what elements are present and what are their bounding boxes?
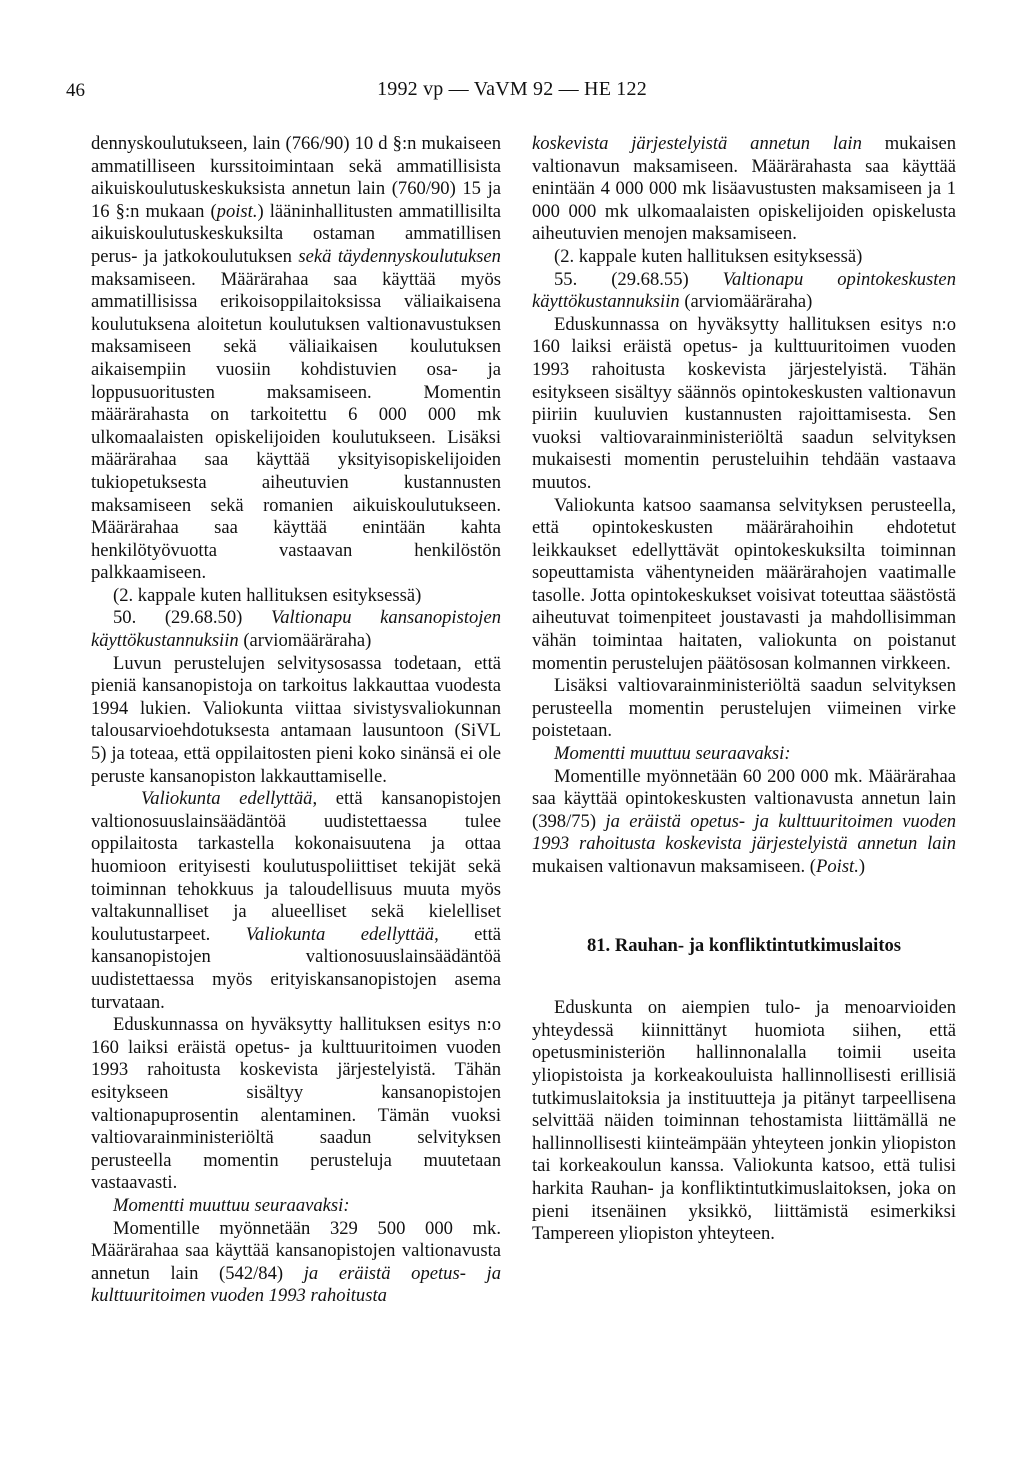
paragraph: Momentti muuttuu seuraavaksi: [113, 1194, 350, 1216]
paragraph: koskevista järjestelyistä annetun lain mukaisen valtionavun maksamiseen. Määrärahasta saa käyttää enintään 4 000 000 mk lisäavustusten maksamiseen ja 1 000 000 mk ulkomaalaisten opiskelijoiden opiskelusta aiheutuvien menojen maksamiseen. [532, 133, 956, 245]
right-column [532, 133, 956, 1246]
paragraph: Luvun perustelujen selvitysosassa todetaan, että pieniä kansanopistoja on tarkoitus lakkauttaa vuodesta 1994 lukien. Valiokunta viittaa sivistysvaliokunnan talousarvioehdotuksesta antamaan lausuntoon (SiVL 5) ja toteaa, että oppilaitosten pieni koko sinänsä ei ole peruste kansanopiston lakkauttamiselle. [91, 652, 501, 787]
page-number: 46 [66, 80, 85, 101]
paragraph: Valiokunta edellyttää, että kansanopistojen valtionosuuslainsäädäntöä uudistettaessa tulee oppilaitosta tarkastella kokonaisuutena ja ottaa huomioon erityisesti koulutuspoliittiset tekijät sekä toiminnan tehokkuus ja taloudellisuus muuta myös valtakunnalliset ja alueelliset sekä kielelliset koulutustarpeet. Valiokunta edellyttää, että kansanopistojen valtionosuuslainsäädäntöä uudistettaessa myös erityiskansanopistojen asema turvataan. [91, 788, 502, 1013]
section-heading: 81. Rauhan- ja konfliktintutkimuslaitos [586, 934, 902, 956]
paragraph: (2. kappale kuten hallituksen esityksessä) [554, 245, 863, 267]
paragraph: Eduskunnassa on hyväksytty hallituksen esitys n:o 160 laiksi eräistä opetus- ja kulttuuritoimen vuoden 1993 rahoitusta koskevista järjestelyistä. Tähän esitykseen sisältyy säännös opintokeskusten valtionavun piiriin kuuluvien kustannusten rajoittamisesta. Sen vuoksi valtiovarainministeriöltä saadun selvityksen mukaisesti momentin perusteluihin tehdään vastaava muutos. [532, 313, 956, 493]
paragraph: Momentille myönnetään 60 200 000 mk. Määrärahaa saa käyttää opintokeskusten valtionavusta annetun lain (398/75) ja eräistä opetus- ja kulttuuritoimen vuoden 1993 rahoitusta koskevista järjestelyistä annetun lain mukaisen valtionavun maksamiseen. (Poist.) [532, 765, 956, 877]
momentti-heading: 55. (29.68.55) Valtionapu opintokeskusten käyttökustannuksiin (arviomääräraha) [532, 268, 956, 313]
paragraph: dennyskoulutukseen, lain (766/90) 10 d §:n mukaiseen ammatilliseen kurssitoimintaan sekä ammatillisista aikuiskoulutuskeskuksista annetun lain (760/90) 15 ja 16 §:n mukaan (poist.) lääninhallitusten ammatillisilta aikuiskoulutuskeskuksilta ostaman ammatillisen perus- ja jatkokoulutuksen sekä täydennyskoulutuksen maksamiseen. Määrärahaa saa käyttää myös ammatillisissa erikoisoppilaitoksissa väliaikaisena koulutuksena aloitetun koulutuksen valtionavustuksen maksamiseen sekä väliaikaisen koulutuksen aikaisempiin vuosiin kohdistuvien osa- ja loppusuoritusten maksamiseen. Momentin määrärahasta on tarkoitettu 6 000 000 mk ulkomaalaisten opiskelijoiden koulutukseen. Lisäksi määrärahaa saa käyttää yksityisopiskelijoiden tukiopetuksesta aiheutuvien kustannusten maksamiseen sekä romanien aikuiskoulutukseen. Määrärahaa saa käyttää enintään kahta henkilötyövuotta vastaavan henkilöstön palkkaamiseen. [91, 133, 501, 584]
paragraph: Momentille myönnetään 329 500 000 mk. Määrärahaa saa käyttää kansanopistojen valtionavusta annetun lain (542/84) ja eräistä opetus- ja kulttuuritoimen vuoden 1993 rahoitusta [91, 1217, 501, 1307]
paragraph: Eduskunta on aiempien tulo- ja menoarvioiden yhteydessä kiinnittänyt huomiota siihen, että opetusministeriön hallinnonalalla toimii useita yliopistoista ja korkeakouluista hallinnollisesti erillisiä tutkimuslaitoksia ja instituutteja ja pitänyt tarpeellisena selvittää näiden toiminnan tehostamista liittämällä ne hallinnollisesti kiinteämpään yhteyteen jonkin yliopiston tai korkeakoulun kanssa. Valiokunta katsoo, että tulisi harkita Rauhan- ja konfliktintutkimuslaitoksen, joka on pieni itsenäinen yksikkö, liittämistä esimerkiksi Tampereen yliopiston yhteyteen. [532, 997, 956, 1245]
momentti-heading: 50. (29.68.50) Valtionapu kansanopistojen käyttökustannuksiin (arviomääräraha) [91, 607, 501, 652]
paragraph: Lisäksi valtiovarainministeriöltä saadun selvityksen perusteella momentin perustelujen viimeinen virke poistetaan. [532, 675, 956, 742]
paragraph: Momentti muuttuu seuraavaksi: [554, 743, 791, 765]
left-column [91, 133, 501, 1308]
paragraph: Eduskunnassa on hyväksytty hallituksen esitys n:o 160 laiksi eräistä opetus- ja kulttuuritoimen vuoden 1993 rahoitusta koskevista järjestelyistä. Tähän esitykseen sisältyy kansanopistojen valtionapuprosentin alentaminen. Tämän vuoksi valtiovarainministeriöltä saadun selvityksen perusteella momentin perusteluja muutetaan vastaavasti. [91, 1014, 501, 1194]
running-head: 1992 vp — VaVM 92 — HE 122 [377, 78, 647, 100]
paragraph: (2. kappale kuten hallituksen esityksessä) [113, 584, 422, 606]
paragraph: Valiokunta katsoo saamansa selvityksen perusteella, että opintokeskusten määrärahoihin ehdotetut leikkaukset edellyttävät opintokeskuksilta toiminnan sopeuttamista vähentyneiden määrärahojen vaatimalle tasolle. Jotta opintokeskukset voisivat toteuttaa säästöstä aiheutuvat toimenpiteet joustavasti ja mahdollisimman vähän toimintaa haitaten, valiokunta on poistanut momentin perustelujen päätösosan kolmannen virkkeen. [532, 494, 956, 674]
